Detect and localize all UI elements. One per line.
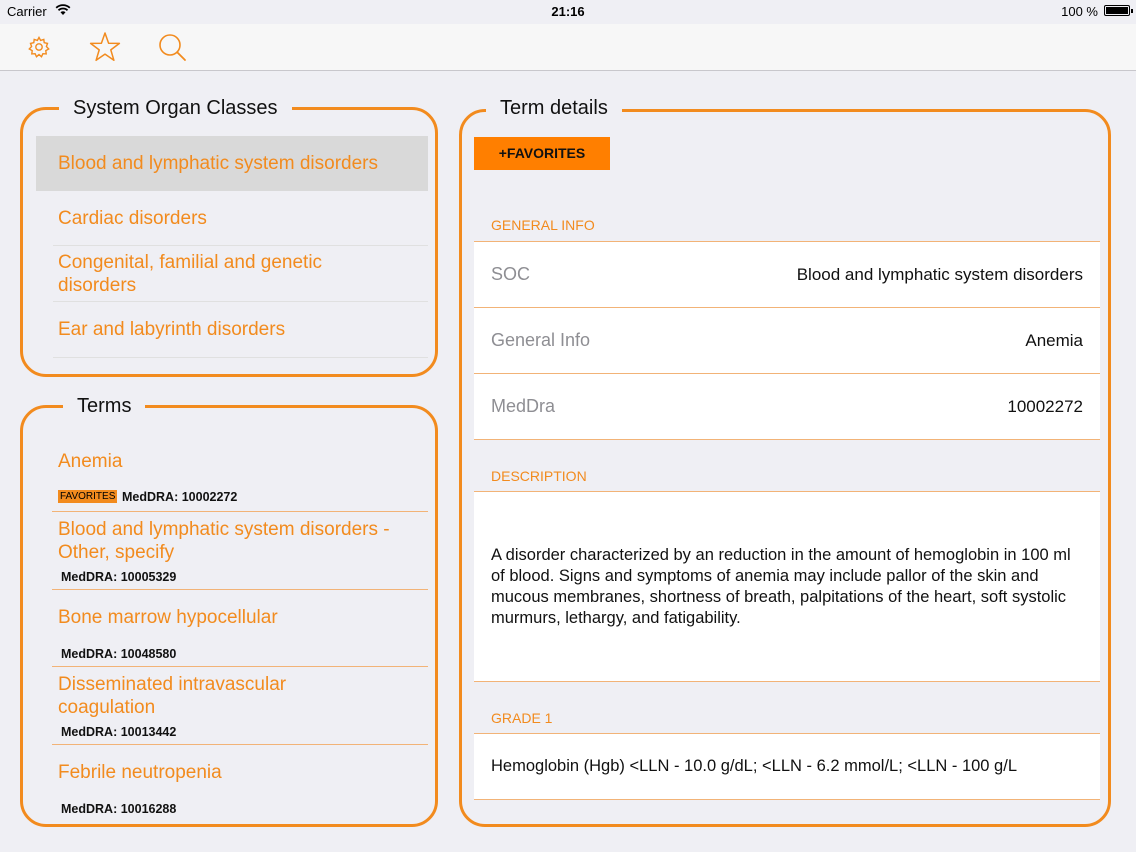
soc-panel-title: System Organ Classes [59,96,292,120]
description-header: DESCRIPTION [474,440,1100,492]
term-item-dic[interactable] [52,667,428,745]
term-name: Bone marrow hypocellular [58,607,278,628]
row-value: Anemia [1025,330,1083,350]
soc-item-label: Blood and lymphatic system disorders [58,152,378,174]
description-text [474,492,1100,682]
detail-panel-title: Term details [486,96,622,120]
row-label: SOC [491,264,531,284]
row-label: General Info [491,330,591,350]
soc-item-label: Ear and labyrinth disorders [58,319,286,340]
gear-icon[interactable] [22,30,56,64]
grade-text [474,734,1100,800]
terms-panel [20,395,438,827]
term-name: Disseminated intravascular coagulation [58,674,287,718]
battery-icon [1104,5,1130,16]
clock: 21:16 [551,4,585,19]
term-code: MedDRA: 10016288 [61,802,177,816]
row-value: 10002272 [1007,396,1083,416]
term-item-blood-other[interactable] [52,512,428,590]
carrier-label: Carrier [7,4,47,19]
meddra-row [474,374,1100,440]
search-icon[interactable] [155,30,189,64]
term-code: MedDRA: 10002272 [122,490,238,504]
soc-item-congenital[interactable] [36,246,428,302]
soc-item-label: Congenital, familial and genetic disorders [58,252,323,296]
general-info-row [474,308,1100,374]
term-item-bone-marrow[interactable] [52,590,428,667]
detail-panel [459,97,1111,827]
row-value: Blood and lymphatic system disorders [796,264,1083,284]
soc-panel [20,97,438,377]
toolbar [0,24,1136,71]
general-info-header: GENERAL INFO [474,206,1100,242]
term-code: MedDRA: 10013442 [61,725,177,739]
battery-percent: 100 % [1061,4,1098,19]
soc-row [474,242,1100,308]
soc-list [36,136,428,358]
star-icon[interactable] [88,30,122,64]
terms-panel-title: Terms [63,394,145,418]
terms-list[interactable] [52,428,428,816]
term-name: Anemia [58,451,123,472]
add-favorites-button[interactable]: +FAVORITES [474,137,610,170]
term-code: MedDRA: 10048580 [61,647,177,661]
soc-item-cardiac[interactable] [36,191,428,246]
term-name: Febrile neutropenia [58,762,222,783]
row-label: MedDra [491,396,556,416]
description-body: A disorder characterized by an reduction in the amount of hemoglobin in 100 ml of blood. Signs and symptoms of anemia may include pallor of the skin and mucous membranes, shortness of breath, palpitations of the heart, soft systolic murmurs, lethargy, and fatigability. [491,545,1071,627]
status-bar [0,0,1136,24]
favorites-badge: FAVORITES [60,491,116,502]
term-name: Blood and lymphatic system disorders - Other, specify [58,519,390,563]
divider [53,357,428,358]
soc-item-blood[interactable] [36,136,428,191]
soc-item-label: Cardiac disorders [58,207,207,229]
detail-content [474,206,1100,800]
term-item-anemia[interactable] [52,428,428,512]
grade-body: Hemoglobin (Hgb) <LLN - 10.0 g/dL; <LLN - 6.2 mmol/L; <LLN - 100 g/L [491,757,1017,775]
term-code: MedDRA: 10005329 [61,570,177,584]
grade-header: GRADE 1 [474,682,1100,734]
term-item-febrile[interactable] [52,745,428,823]
soc-item-ear[interactable] [36,302,428,358]
